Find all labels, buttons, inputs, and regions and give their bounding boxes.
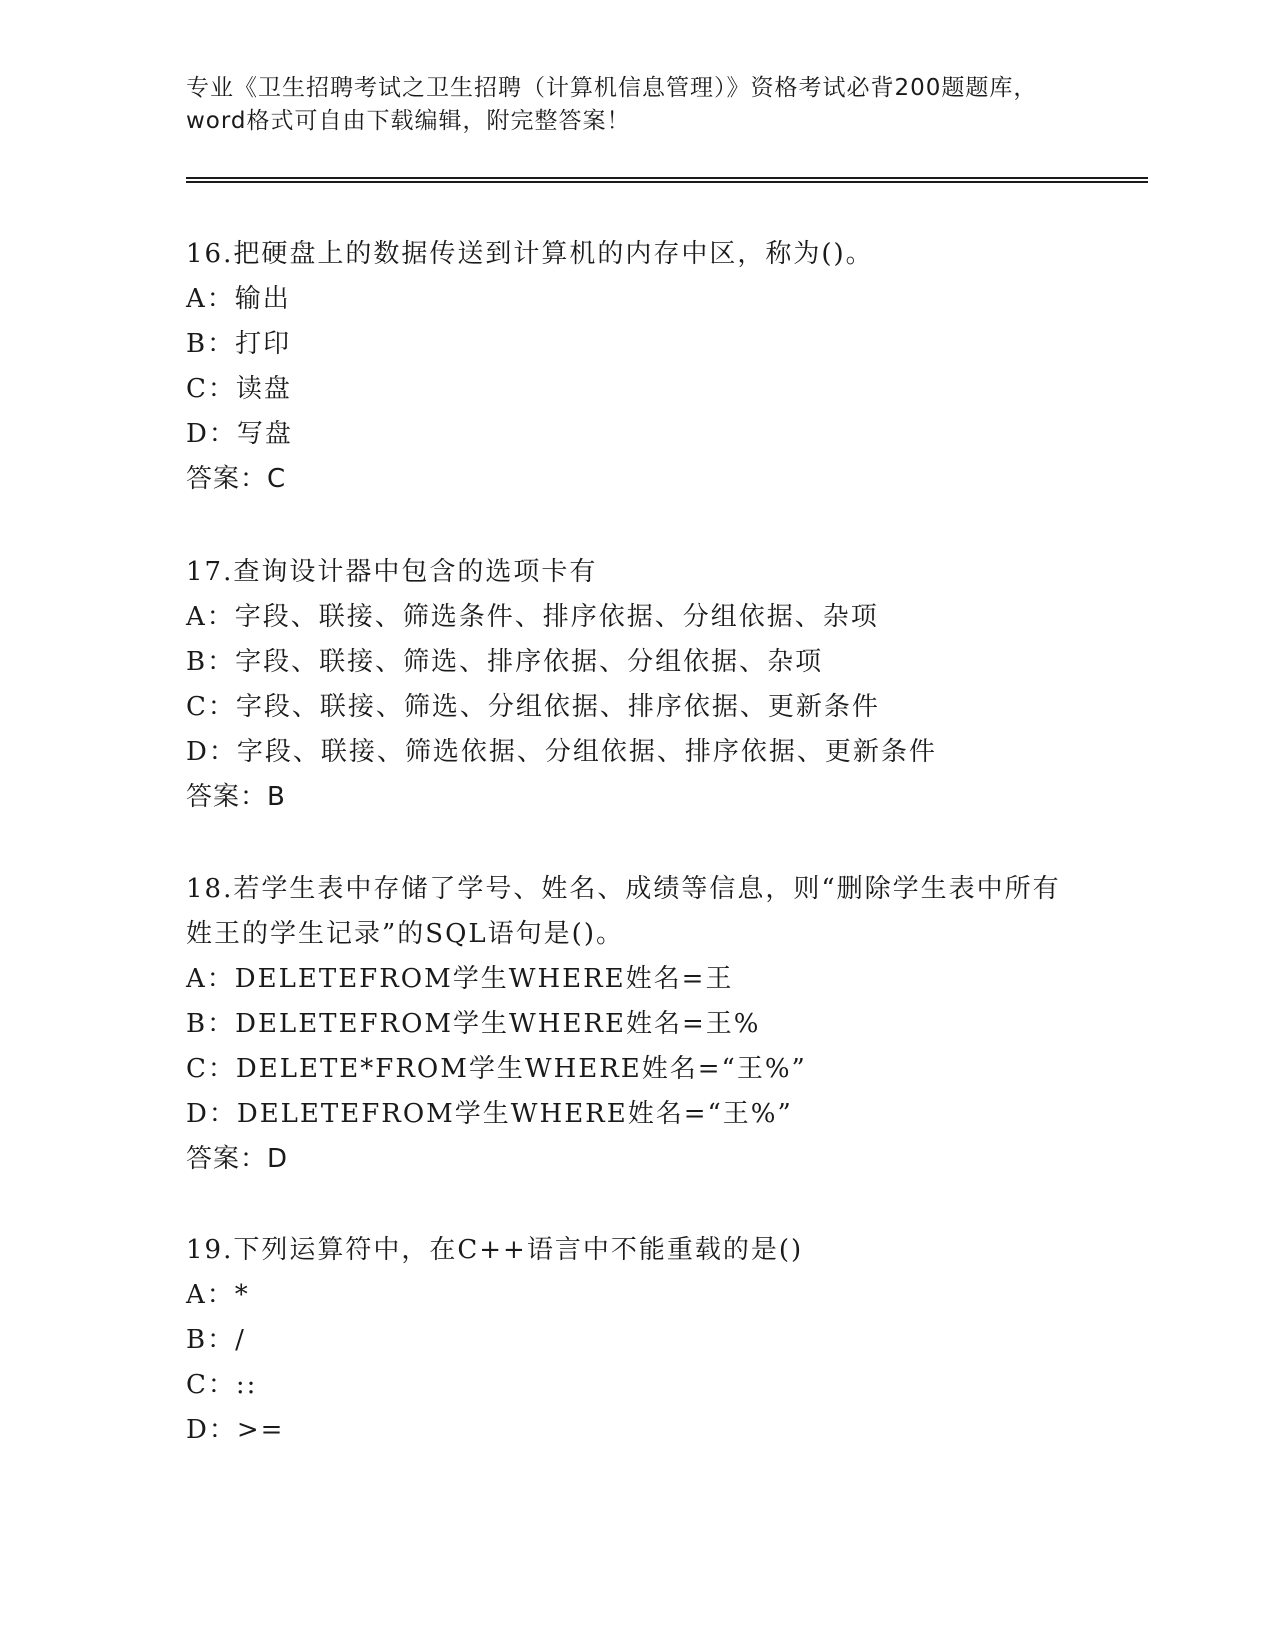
option-a: A：字段、联接、筛选条件、排序依据、分组依据、杂项 bbox=[186, 602, 879, 632]
answer-label: 答案：D bbox=[186, 1144, 289, 1174]
option-d: D：>= bbox=[186, 1415, 285, 1445]
option-b: B：/ bbox=[186, 1325, 246, 1355]
question-stem: 16.把硬盘上的数据传送到计算机的内存中区，称为()。 bbox=[186, 239, 874, 269]
option-c: C：DELETE*FROM学生WHERE姓名=“王%” bbox=[186, 1054, 807, 1084]
option-d: D：DELETEFROM学生WHERE姓名=“王%” bbox=[186, 1099, 793, 1129]
document-header bbox=[186, 72, 1086, 138]
option-a: A：* bbox=[186, 1280, 250, 1310]
option-a: A：DELETEFROM学生WHERE姓名=王 bbox=[186, 964, 734, 994]
answer-label: 答案：C bbox=[186, 464, 287, 494]
question-stem: 18.若学生表中存储了学号、姓名、成绩等信息，则“删除学生表中所有姓王的学生记录”的SQL语句是()。 bbox=[186, 874, 1061, 949]
question-stem: 19.下列运算符中，在C++语言中不能重载的是() bbox=[186, 1235, 804, 1265]
question-19 bbox=[186, 1228, 1086, 1453]
option-d: D：字段、联接、筛选依据、分组依据、排序依据、更新条件 bbox=[186, 737, 937, 767]
option-c: C：字段、联接、筛选、分组依据、排序依据、更新条件 bbox=[186, 692, 880, 722]
option-d: D：写盘 bbox=[186, 419, 293, 449]
question-16 bbox=[186, 232, 1086, 502]
question-17 bbox=[186, 550, 1086, 820]
header-divider-top bbox=[186, 177, 1148, 179]
question-18 bbox=[186, 867, 1086, 1182]
header-divider-bottom bbox=[186, 181, 1148, 183]
option-b: B：打印 bbox=[186, 329, 292, 359]
option-c: C：:: bbox=[186, 1370, 258, 1400]
option-c: C：读盘 bbox=[186, 374, 292, 404]
option-a: A：输出 bbox=[186, 284, 291, 314]
option-b: B：DELETEFROM学生WHERE姓名=王% bbox=[186, 1009, 761, 1039]
header-text: 专业《卫生招聘考试之卫生招聘（计算机信息管理）》资格考试必背200题题库，word格式可自由下载编辑，附完整答案！ bbox=[186, 75, 1038, 134]
question-stem: 17.查询设计器中包含的选项卡有 bbox=[186, 557, 598, 587]
answer-label: 答案：B bbox=[186, 782, 286, 812]
option-b: B：字段、联接、筛选、排序依据、分组依据、杂项 bbox=[186, 647, 824, 677]
